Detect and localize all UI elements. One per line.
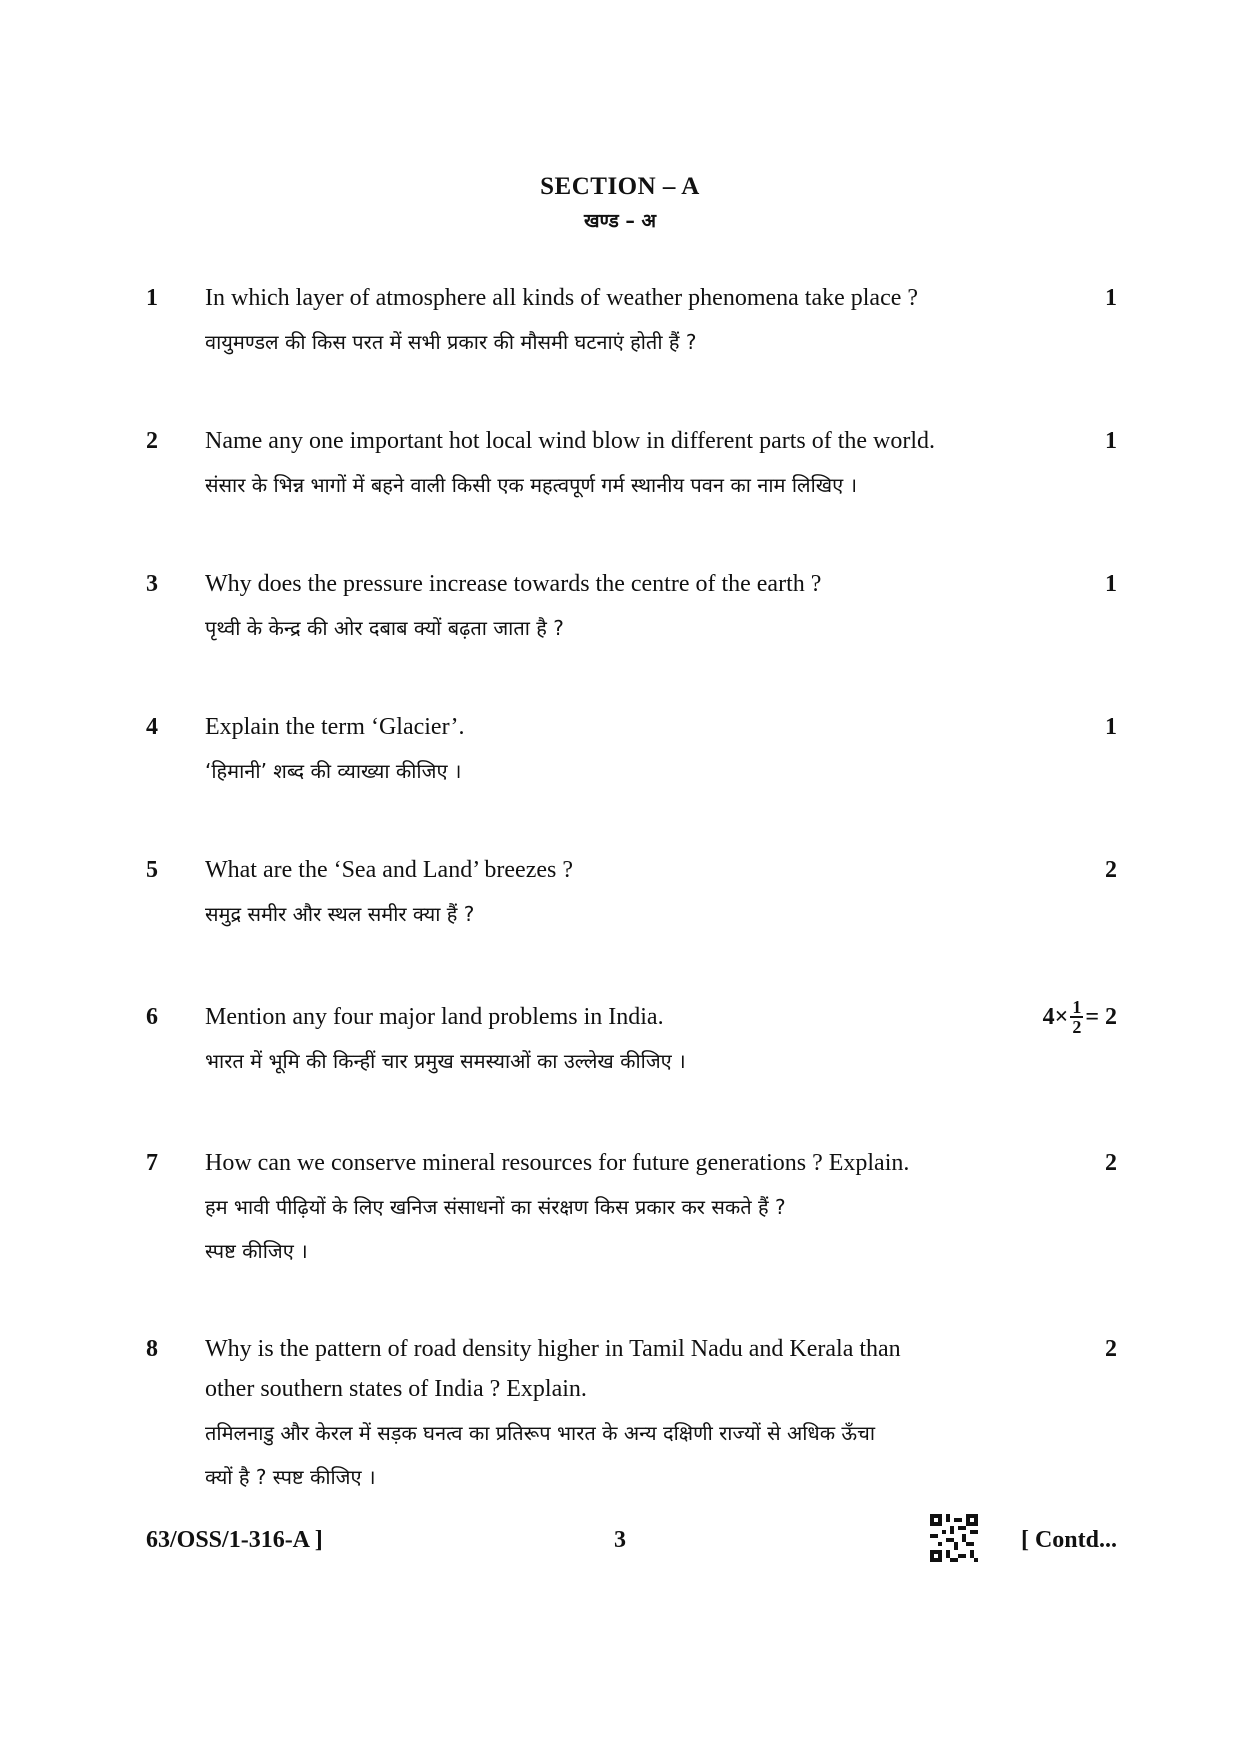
- question-text-hindi: संसार के भिन्न भागों में बहने वाली किसी एक महत्वपूर्ण गर्म स्थानीय पवन का नाम लिखिए ।: [205, 473, 858, 497]
- question-marks: 1: [1105, 714, 1117, 740]
- question-marks: 2: [1105, 1336, 1117, 1362]
- continued-label: [ Contd...: [1020, 1527, 1117, 1553]
- question-text-english: Name any one important hot local wind blow in different parts of the world.: [205, 428, 936, 454]
- paper-code: 63/OSS/1-316-A ]: [146, 1527, 323, 1553]
- question-body: [205, 997, 1085, 1083]
- question-text-hindi-line-2: क्यों है ? स्पष्ट कीजिए ।: [205, 1465, 376, 1489]
- question-text-hindi: तमिलनाडु और केरल में सड़क घनत्व का प्रतिरूप भारत के अन्य दक्षिणी राज्यों से अधिक ऊँचा: [205, 1421, 876, 1445]
- question-number: 6: [146, 1004, 158, 1030]
- section-heading: [0, 172, 1240, 236]
- marks-total: = 2: [1085, 1004, 1117, 1030]
- fraction: [1070, 998, 1083, 1036]
- marks-fraction-expression: [1043, 997, 1117, 1037]
- question-body: [205, 850, 1085, 936]
- question-text-hindi: समुद्र समीर और स्थल समीर क्या हैं ?: [205, 902, 475, 926]
- fraction-numerator: 1: [1072, 997, 1082, 1017]
- section-title: SECTION – A: [540, 173, 700, 200]
- question-number: 3: [146, 571, 158, 597]
- question-text-hindi: पृथ्वी के केन्द्र की ओर दबाब क्यों बढ़ता जाता है ?: [205, 616, 564, 640]
- question-number: 8: [146, 1336, 158, 1362]
- question-marks: 2: [1105, 1150, 1117, 1176]
- qr-code-icon: [930, 1514, 978, 1562]
- question-marks: 2: [1105, 857, 1117, 883]
- page-number: 3: [614, 1527, 626, 1553]
- question-marks: 1: [1105, 571, 1117, 597]
- question-marks: [1043, 997, 1117, 1037]
- question-text-hindi-line-2: स्पष्ट कीजिए ।: [205, 1239, 308, 1263]
- section-title-hindi: खण्ड – अ: [584, 210, 656, 232]
- question-text-hindi: भारत में भूमि की किन्हीं चार प्रमुख समस्याओं का उल्लेख कीजिए ।: [205, 1049, 686, 1073]
- question-text-english: Explain the term ‘Glacier’.: [205, 714, 465, 740]
- question-body: [205, 1329, 1085, 1499]
- question-text-english: Why does the pressure increase towards the centre of the earth ?: [205, 571, 822, 597]
- question-text-hindi: वायुमण्डल की किस परत में सभी प्रकार की मौसमी घटनाएं होती हैं ?: [205, 330, 697, 354]
- question-text-english: What are the ‘Sea and Land’ breezes ?: [205, 857, 574, 883]
- question-text-english: Mention any four major land problems in India.: [205, 1004, 664, 1030]
- question-marks: 1: [1105, 428, 1117, 454]
- marks-multiplier: 4×: [1042, 1004, 1069, 1030]
- question-number: 4: [146, 714, 158, 740]
- question-marks: 1: [1105, 285, 1117, 311]
- question-body: [205, 707, 1085, 793]
- question-text-english: How can we conserve mineral resources for future generations ? Explain.: [205, 1150, 910, 1176]
- question-number: 2: [146, 428, 158, 454]
- question-text-english-line-2: other southern states of India ? Explain.: [205, 1376, 587, 1402]
- question-number: 5: [146, 857, 158, 883]
- question-body: [205, 421, 1085, 507]
- question-body: [205, 564, 1085, 650]
- question-body: [205, 278, 1085, 364]
- question-number: 7: [146, 1150, 158, 1176]
- question-body: [205, 1143, 1085, 1273]
- page-footer: [0, 1520, 1240, 1560]
- question-number: 1: [146, 285, 158, 311]
- question-text-english: In which layer of atmosphere all kinds of weather phenomena take place ?: [205, 285, 919, 311]
- question-text-hindi: ‘हिमानी’ शब्द की व्याख्या कीजिए ।: [205, 759, 462, 783]
- question-text-hindi: हम भावी पीढ़ियों के लिए खनिज संसाधनों का संरक्षण किस प्रकार कर सकते हैं ?: [205, 1195, 786, 1219]
- question-text-english: Why is the pattern of road density higher in Tamil Nadu and Kerala than: [205, 1336, 901, 1362]
- fraction-denominator: 2: [1072, 1017, 1082, 1037]
